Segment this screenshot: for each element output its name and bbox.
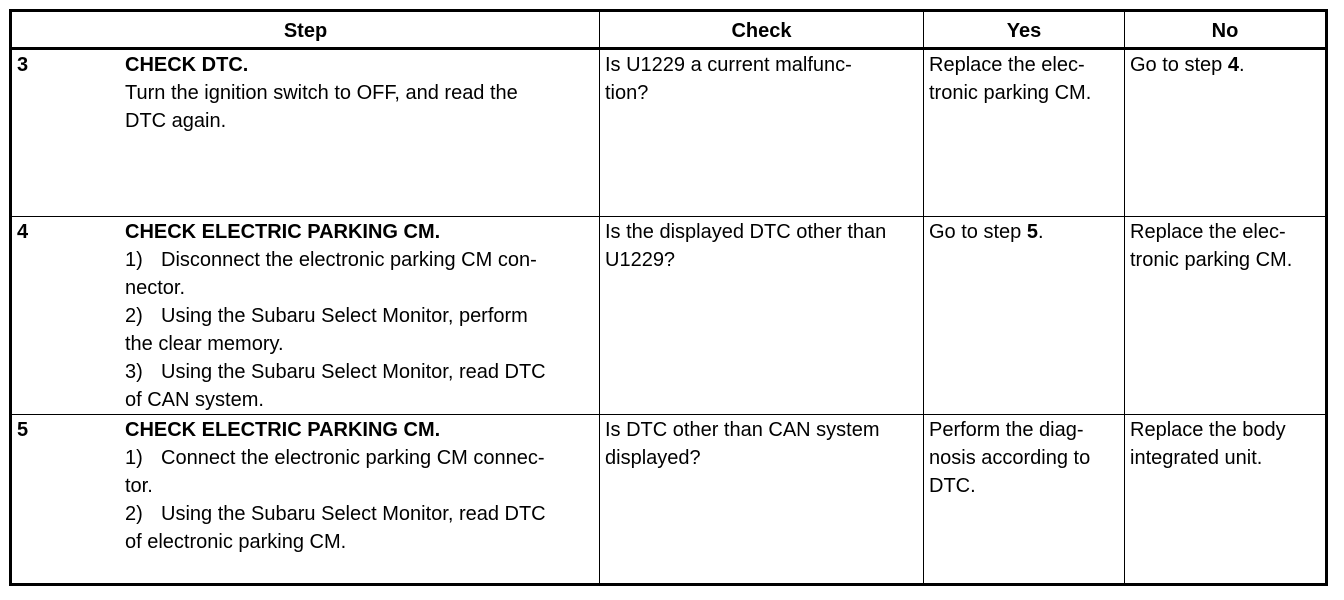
check-line: Is U1229 a current malfunc- [605,54,852,76]
step-cell [11,415,600,585]
no-line: tronic parking CM. [1130,249,1293,271]
yes-line: tronic parking CM. [929,82,1092,104]
substep-cont: of CAN system. [125,389,264,411]
header-check: Check [600,11,924,49]
check-line: U1229? [605,249,676,271]
check-line: displayed? [605,447,701,469]
step-ref: 4 [1227,54,1239,76]
no-cell [1125,217,1327,415]
substep-cont: nector. [125,277,186,299]
yes-line: Replace the elec- [929,54,1085,76]
yes-cell [924,415,1125,585]
substep-cont: tor. [125,475,153,497]
step-title: CHECK ELECTRIC PARKING CM. [125,419,441,441]
step-title: CHECK ELECTRIC PARKING CM. [125,221,441,243]
yes-cell [924,217,1125,415]
header-no: No [1125,11,1327,49]
diagnosis-table [9,9,1328,586]
check-line: Is the displayed DTC other than [605,221,887,243]
substep: 2) Using the Subaru Select Monitor, perform [125,305,528,327]
substep: 1) Disconnect the electronic parking CM con- [125,249,537,271]
substep-cont: of electronic parking CM. [125,531,347,553]
header-row [11,11,1327,49]
substep: 3) Using the Subaru Select Monitor, read DTC [125,361,546,383]
step-cell [11,49,600,217]
step-ref: 5 [1026,221,1038,243]
header-yes: Yes [924,11,1125,49]
check-cell [600,49,924,217]
table-row [11,49,1327,217]
header-step: Step [11,11,600,49]
no-cell [1125,49,1327,217]
check-cell [600,217,924,415]
substep: 1) Connect the electronic parking CM connec- [125,447,545,469]
yes-line: nosis according to [929,447,1091,469]
check-line: Is DTC other than CAN system [605,419,880,441]
check-cell [600,415,924,585]
step-number: 5 [17,419,29,441]
no-line: Replace the body [1130,419,1286,441]
check-line: tion? [605,82,649,104]
table-row [11,415,1327,585]
yes-cell [924,49,1125,217]
step-title: CHECK DTC. [125,54,249,76]
no-cell [1125,415,1327,585]
no-line: integrated unit. [1130,447,1263,469]
yes-line: Perform the diag- [929,419,1084,441]
no-line: Replace the elec- [1130,221,1286,243]
step-text-line: Turn the ignition switch to OFF, and read the [125,82,518,104]
step-text-line: DTC again. [125,110,227,132]
step-number: 3 [17,54,29,76]
step-cell [11,217,600,415]
no-line: Go to step 4. [1130,54,1245,76]
substep-cont: the clear memory. [125,333,284,355]
table-row [11,217,1327,415]
substep: 2) Using the Subaru Select Monitor, read DTC [125,503,546,525]
step-number: 4 [17,221,29,243]
yes-line: DTC. [929,475,976,497]
yes-line: Go to step 5. [929,221,1044,243]
